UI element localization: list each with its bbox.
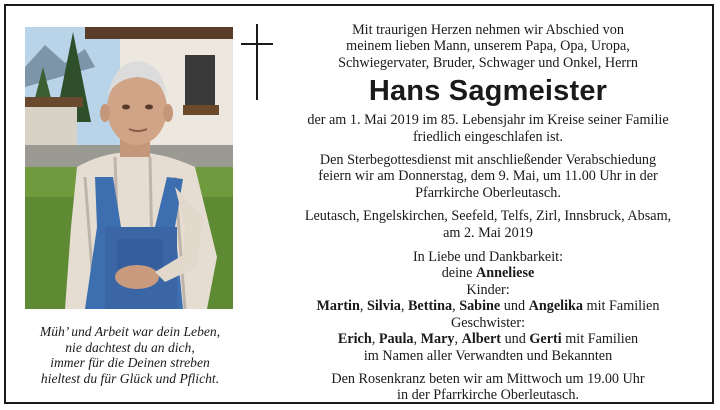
intro-line: Mit traurigen Herzen nehmen wir Abschied von bbox=[352, 22, 624, 38]
sibling-name: Paula bbox=[378, 331, 414, 348]
portrait-photo bbox=[25, 27, 233, 309]
wife-prefix: deine bbox=[441, 265, 473, 282]
child-name: Bettina bbox=[407, 298, 453, 315]
funeral-line: Pfarrkirche Oberleutasch. bbox=[415, 184, 561, 201]
memorial-poem bbox=[14, 324, 246, 386]
wife-line bbox=[282, 265, 694, 281]
children-suffix: mit Familien bbox=[586, 298, 660, 315]
deceased-name: Hans Sagmeister bbox=[368, 75, 608, 108]
intro-line: meinem lieben Mann, unserem Papa, Opa, Uropa, bbox=[346, 38, 630, 55]
sibling-name: Gerti bbox=[529, 331, 562, 348]
children-label: Kinder: bbox=[466, 281, 510, 298]
child-name: Martin bbox=[316, 298, 360, 315]
poem-line: Müh’ und Arbeit war dein Leben, bbox=[39, 324, 221, 339]
mourners-intro: In Liebe und Dankbarkeit: bbox=[412, 249, 564, 266]
poem-line: hieltest du für Glück und Pflicht. bbox=[40, 370, 220, 386]
sibling-name: Albert bbox=[461, 331, 502, 348]
funeral-line: Den Sterbegottesdienst mit anschließender Verabschiedung bbox=[319, 152, 657, 169]
place-line: Leutasch, Engelskirchen, Seefeld, Telfs, Zirl, Innsbruck, Absam, bbox=[304, 208, 672, 225]
obituary-text bbox=[282, 22, 694, 404]
date-line: am 2. Mai 2019 bbox=[443, 224, 533, 241]
poem-line: nie dachtest du an dich, bbox=[65, 339, 195, 355]
intro-line: Schwiegervater, Bruder, Schwager und Onkel, Herrn bbox=[338, 54, 638, 71]
poem-line: immer für die Deinen streben bbox=[50, 355, 210, 370]
death-line: der am 1. Mai 2019 im 85. Lebensjahr im Kreise seiner Familie bbox=[307, 112, 669, 129]
siblings-suffix: mit Familien bbox=[565, 331, 639, 348]
rosary-line: in der Pfarrkirche Oberleutasch. bbox=[397, 387, 579, 404]
child-name: Sabine bbox=[459, 298, 501, 315]
child-name: Silvia bbox=[366, 298, 401, 315]
death-line: friedlich eingeschlafen ist. bbox=[412, 128, 564, 145]
cross-icon bbox=[241, 24, 273, 100]
sibling-name: Erich bbox=[337, 331, 372, 348]
siblings-label: Geschwister: bbox=[450, 314, 526, 331]
siblings-line: Erich, Paula, Mary, Albert und Gerti mit Familien bbox=[337, 331, 639, 348]
children-and: und bbox=[503, 298, 526, 315]
sibling-name: Mary bbox=[420, 331, 455, 348]
child-name: Angelika bbox=[528, 298, 583, 315]
funeral-line: feiern wir am Donnerstag, dem 9. Mai, um 11.00 Uhr in der bbox=[318, 168, 658, 185]
others-line: im Namen aller Verwandten und Bekannten bbox=[363, 347, 613, 364]
children-line: Martin, Silvia, Bettina, Sabine und Angelika mit Familien bbox=[316, 298, 660, 315]
wife-name: Anneliese bbox=[475, 265, 535, 282]
rosary-line: Den Rosenkranz beten wir am Mittwoch um 19.00 Uhr bbox=[331, 370, 645, 387]
siblings-and: und bbox=[504, 331, 526, 348]
